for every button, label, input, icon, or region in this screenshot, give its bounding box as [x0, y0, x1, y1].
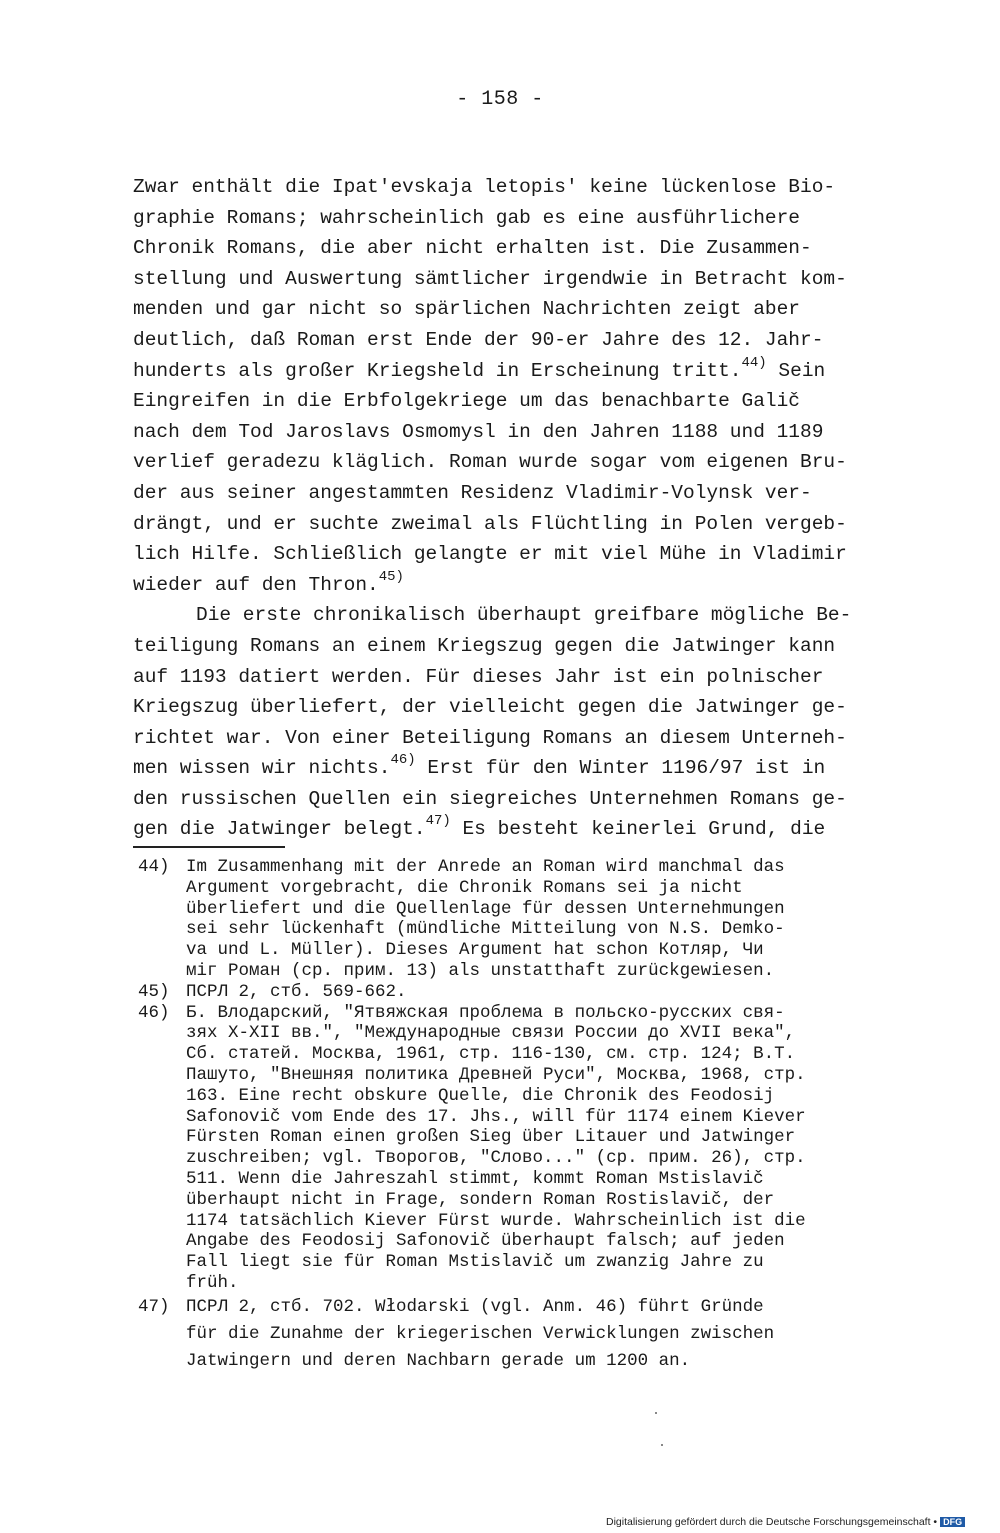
body-line: [133, 784, 893, 815]
body-line: [133, 264, 893, 295]
footnote-line: Im Zusammenhang mit der Anrede an Roman wird manchmal das: [186, 857, 785, 877]
body-line-text: graphie Romans; wahrscheinlich gab es eine ausführlichere: [133, 206, 801, 229]
body-line-text: Eingreifen in die Erbfolgekriege um das benachbarte Galič: [133, 390, 801, 413]
footnote-body: [186, 982, 928, 1003]
body-line-text: Kriegszug überliefert, der vielleicht gegen die Jatwinger ge-: [133, 696, 847, 719]
body-line-text: lich Hilfe. Schließlich gelangte er mit viel Mühe in Vladimir: [133, 543, 847, 566]
footnote-reference: 47): [425, 813, 451, 830]
body-line-text: drängt, und er suchte zweimal als Flüchtling in Polen vergeb-: [133, 512, 847, 535]
body-line-text: teiligung Romans an einem Kriegszug gegen die Jatwinger kann: [133, 634, 836, 657]
footnote-reference: 46): [390, 752, 416, 769]
body-line: [133, 203, 893, 234]
footnote-line: 163. Eine recht obskure Quelle, die Chronik des Feodosij: [186, 1085, 775, 1106]
footnote-line: sei sehr lückenhaft (mündliche Mitteilung von N.S. Demko-: [186, 919, 785, 940]
body-line-text: richtet war. Von einer Beteiligung Romans an diesem Unterneh-: [133, 726, 847, 749]
body-line-text: verlief geradezu kläglich. Roman wurde sogar vom eigenen Bru-: [133, 451, 847, 474]
body-line: [133, 692, 893, 723]
body-line-text: men wissen wir nichts.: [133, 757, 391, 780]
footnote-line: Fürsten Roman einen großen Sieg über Litauer und Jatwinger: [186, 1127, 796, 1148]
body-line: [133, 631, 893, 662]
footnote-line: Argument vorgebracht, die Chronik Romans sei ja nicht: [186, 877, 743, 898]
footnote-line: Б. Влодарский, "Ятвяжская проблема в польско-русских свя-: [186, 1002, 785, 1023]
footnote-number: 44): [138, 857, 170, 877]
footnote-line: Fall liegt sie für Roman Mstislavič um zwanzig Jahre zu: [186, 1252, 764, 1273]
footnote-divider: [133, 846, 285, 848]
body-line-text: den russischen Quellen ein siegreiches Unternehmen Romans ge-: [133, 787, 847, 810]
footnote-reference: 45): [378, 568, 404, 585]
footnote-body: [186, 1003, 928, 1294]
footnote-line: überhaupt nicht in Frage, sondern Roman Rostislavič, der: [186, 1189, 775, 1210]
footnote: [138, 982, 928, 1003]
scan-speck: [655, 1412, 657, 1414]
body-line: [133, 325, 893, 356]
body-line-text: wieder auf den Thron.: [133, 573, 379, 596]
body-line: [133, 294, 893, 325]
body-line-text: Es besteht keinerlei Grund, die: [450, 818, 826, 841]
body-text: [133, 172, 893, 845]
scan-speck: [661, 1444, 663, 1446]
body-line-text: nach dem Tod Jaroslavs Osmomysl in den Jahren 1188 und 1189: [133, 420, 824, 443]
body-line-text: Sein: [766, 359, 826, 382]
footnote-line: міг Роман (ср. прим. 13) als unstatthaft zurückgewiesen.: [186, 960, 775, 981]
footnote-line: früh.: [186, 1272, 239, 1293]
body-line: [133, 417, 893, 448]
body-line-text: stellung und Auswertung sämtlicher irgendwie in Betracht kom-: [133, 267, 847, 290]
body-line: [133, 172, 893, 203]
body-line-text: menden und gar nicht so spärlichen Nachrichten zeigt aber: [133, 298, 801, 321]
footnote-line: Jatwingern und deren Nachbarn gerade um 1200 an.: [186, 1350, 691, 1371]
footnote-line: 511. Wenn die Jahreszahl stimmt, kommt Roman Mstislavič: [186, 1168, 764, 1189]
page-number: - 158 -: [456, 88, 544, 111]
body-line: [133, 539, 893, 570]
body-line: [133, 478, 893, 509]
footnote-line: ПСРЛ 2, стб. 569-662.: [186, 981, 407, 1002]
footnote-number: 46): [138, 1002, 170, 1023]
footnote-line: ПСРЛ 2, стб. 702. Włodarski (vgl. Anm. 46) führt Gründe: [186, 1296, 764, 1317]
footnote-line: Safonovič vom Ende des 17. Jhs., will für 1174 einem Kiever: [186, 1106, 806, 1127]
footnote: [138, 1294, 928, 1375]
body-line-text: auf 1193 datiert werden. Für dieses Jahr ist ein polnischer: [133, 665, 824, 688]
footnote-body: [186, 857, 928, 982]
body-line-text: gen die Jatwinger belegt.: [133, 818, 426, 841]
body-line: [133, 753, 893, 784]
footnote-number: 47): [138, 1296, 170, 1317]
footnote-line: zuschreiben; vgl. Творогов, "Слово..." (ср. прим. 26), стр.: [186, 1148, 806, 1169]
body-line-text: hunderts als großer Kriegsheld in Erscheinung tritt.: [133, 359, 742, 382]
footnote-line: überliefert und die Quellenlage für dessen Unternehmungen: [186, 898, 785, 919]
body-line-text: Die erste chronikalisch überhaupt greifbare mögliche Be-: [196, 604, 852, 627]
footnote-line: Пашуто, "Внешняя политика Древней Руси", Москва, 1968, стр.: [186, 1064, 806, 1085]
body-line-text: Erst für den Winter 1196/97 ist in: [415, 757, 826, 780]
dfg-logo-icon: DFG: [940, 1517, 965, 1527]
footnotes: [138, 857, 928, 1375]
body-line-text: der aus seiner angestammten Residenz Vladimir-Volynsk ver-: [133, 481, 812, 504]
body-line: [133, 233, 893, 264]
body-line: [133, 723, 893, 754]
footnote-reference: 44): [741, 354, 767, 371]
body-line: [133, 509, 893, 540]
footnote: [138, 857, 928, 982]
body-line: [133, 356, 893, 387]
body-line-text: Chronik Romans, die aber nicht erhalten ist. Die Zusammen-: [133, 237, 812, 260]
body-line: [133, 814, 893, 845]
footnote: [138, 1003, 928, 1294]
body-line-text: deutlich, daß Roman erst Ende der 90-er Jahre des 12. Jahr-: [133, 328, 824, 351]
body-line: [133, 600, 893, 631]
footnote-line: 1174 tatsächlich Kiever Fürst wurde. Wahrscheinlich ist die: [186, 1210, 806, 1231]
body-line: [133, 570, 893, 601]
body-line: [133, 386, 893, 417]
footnote-line: зях X-XII вв.", "Международные связи России до XVII века",: [186, 1023, 796, 1044]
body-line-text: Zwar enthält die Ipat'evskaja letopis' keine lückenlose Bio-: [133, 176, 836, 198]
digitization-credit: [606, 1516, 965, 1528]
footnote-line: für die Zunahme der kriegerischen Verwicklungen zwischen: [186, 1323, 775, 1344]
digitization-credit-text: Digitalisierung gefördert durch die Deutsche Forschungsgemeinschaft •: [606, 1516, 938, 1528]
body-line: [133, 662, 893, 693]
footnote-line: Angabe des Feodosij Safonovič überhaupt falsch; auf jeden: [186, 1231, 785, 1252]
footnote-line: va und L. Müller). Dieses Argument hat schon Котляр, Чи: [186, 940, 764, 961]
footnote-body: [186, 1294, 928, 1375]
footnote-line: Сб. статей. Москва, 1961, стр. 116-130, см. стр. 124; В.Т.: [186, 1044, 796, 1065]
body-line: [133, 447, 893, 478]
footnote-number: 45): [138, 981, 170, 1002]
